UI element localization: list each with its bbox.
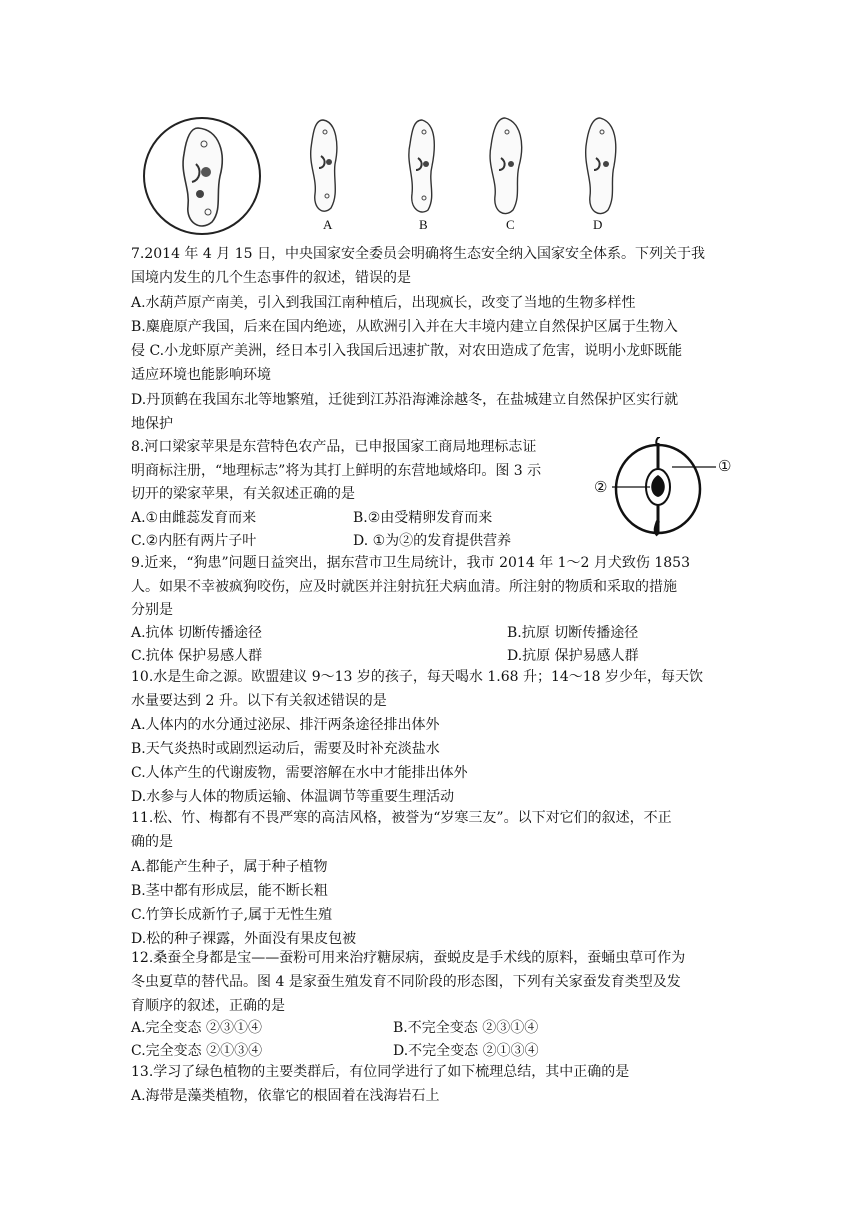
q12-option-a: A.完全变态 ②③①④ xyxy=(131,1020,263,1036)
q9-stem-line-3: 分别是 xyxy=(131,602,173,618)
q10-option-d: D.水参与人体的物质运输、体温调节等重要生理活动 xyxy=(131,789,455,805)
paramecium-d-illustration xyxy=(580,114,622,218)
q11-option-a: A.都能产生种子，属于种子植物 xyxy=(131,859,328,875)
q9-option-c: C.抗体 保护易感人群 xyxy=(131,648,263,664)
apple-label-2: ② xyxy=(594,480,608,496)
q7-option-b-line-1: B.麋鹿原产我国，后来在国内绝迹，从欧洲引入并在大丰境内建立自然保护区属于生物入 xyxy=(131,319,678,335)
apple-illustration xyxy=(588,437,738,537)
q13-stem-line-1: 13.学习了绿色植物的主要类群后，有位同学进行了如下梳理总结，其中正确的是 xyxy=(131,1064,630,1080)
q7-option-a: A.水葫芦原产南美，引入到我国江南种植后，出现疯长，改变了当地的生物多样性 xyxy=(131,295,636,311)
q9-stem-line-1: 9.近来，“狗患”问题日益突出，据东营市卫生局统计，我市 2014 年 1～2 月犬致伤 1853 xyxy=(131,555,690,571)
figure-label-b: B xyxy=(419,217,428,232)
q10-option-b: B.天气炎热时或剧烈运动后，需要及时补充淡盐水 xyxy=(131,741,440,757)
q9-stem-line-2: 人。如果不幸被疯狗咬伤，应及时就医并注射抗狂犬病血清。所注射的物质和采取的措施 xyxy=(131,579,677,595)
q8-option-d: D. ①为②的发育提供营养 xyxy=(353,533,512,549)
q8-stem-line-1: 8.河口梁家苹果是东营特色农产品，已申报国家工商局地理标志证 xyxy=(131,439,537,455)
paramecium-figure xyxy=(140,110,640,240)
q11-stem-line-1: 11.松、竹、梅都有不畏严寒的高洁风格，被誉为“岁寒三友”。以下对它们的叙述，不正 xyxy=(131,810,672,826)
q9-option-d: D.抗原 保护易感人群 xyxy=(507,648,639,664)
q8-stem-line-2: 明商标注册，“地理标志”将为其打上鲜明的东营地域烙印。图 3 示 xyxy=(131,463,542,479)
q10-stem-line-1: 10.水是生命之源。欧盟建议 9～13 岁的孩子，每天喝水 1.68 升；14～18 岁少年，每天饮 xyxy=(131,669,704,685)
q7-stem-line-1: 7.2014 年 4 月 15 日，中央国家安全委员会明确将生态安全纳入国家安全体系。下列关于我 xyxy=(131,246,705,262)
q12-stem-line-3: 育顺序的叙述，正确的是 xyxy=(131,998,285,1014)
q11-option-c: C.竹笋长成新竹子,属于无性生殖 xyxy=(131,907,333,923)
q9-option-a: A.抗体 切断传播途径 xyxy=(131,625,263,641)
q11-option-d: D.松的种子裸露，外面没有果皮包被 xyxy=(131,931,357,947)
q7-option-c-line: 适应环境也能影响环境 xyxy=(131,367,271,383)
q12-option-b: B.不完全变态 ②③①④ xyxy=(393,1020,539,1036)
q12-option-d: D.不完全变态 ②①③④ xyxy=(393,1043,539,1059)
figure-label-d: D xyxy=(593,217,603,232)
q8-option-b: B.②由受精卵发育而来 xyxy=(353,510,493,526)
apple-label-1: ① xyxy=(718,459,732,475)
q11-stem-line-2: 确的是 xyxy=(131,834,173,850)
q8-option-c: C.②内胚有两片子叶 xyxy=(131,533,257,549)
q12-stem-line-1: 12.桑蚕全身都是宝——蚕粉可用来治疗糖尿病，蚕蜕皮是手术线的原料，蚕蛹虫草可作为 xyxy=(131,950,686,966)
q8-option-a: A.①由雌蕊发育而来 xyxy=(131,510,257,526)
q7-option-d-line-1: D.丹顶鹤在我国东北等地繁殖，迁徙到江苏沿海滩涂越冬，在盐城建立自然保护区实行就 xyxy=(131,392,679,408)
paramecium-a-illustration xyxy=(305,116,345,216)
q7-option-b-line-2: 侵 C.小龙虾原产美洲，经日本引入我国后迅速扩散，对农田造成了危害，说明小龙虾既能 xyxy=(131,343,683,359)
apple-cross-section-figure xyxy=(588,437,738,537)
paramecium-b-illustration xyxy=(402,116,442,216)
q7-stem-line-2: 国境内发生的几个生态事件的叙述，错误的是 xyxy=(131,270,411,286)
figure-label-a: A xyxy=(323,217,333,232)
q9-option-b: B.抗原 切断传播途径 xyxy=(507,625,639,641)
q13-option-a: A.海带是藻类植物，依靠它的根固着在浅海岩石上 xyxy=(131,1088,440,1104)
paramecium-circle-illustration xyxy=(140,114,264,238)
figure-label-c: C xyxy=(506,217,515,232)
q10-option-c: C.人体产生的代谢废物，需要溶解在水中才能排出体外 xyxy=(131,765,468,781)
q12-stem-line-2: 冬虫夏草的替代品。图 4 是家蚕生殖发育不同阶段的形态图，下列有关家蚕发育类型及发 xyxy=(131,974,681,990)
paramecium-c-illustration xyxy=(483,114,529,218)
q7-option-d-line-2: 地保护 xyxy=(131,416,173,432)
q12-option-c: C.完全变态 ②①③④ xyxy=(131,1043,263,1059)
q10-stem-line-2: 水量要达到 2 升。以下有关叙述错误的是 xyxy=(131,693,387,709)
q11-option-b: B.茎中都有形成层，能不断长粗 xyxy=(131,883,328,899)
q10-option-a: A.人体内的水分通过泌尿、排汗两条途径排出体外 xyxy=(131,717,440,733)
q8-stem-line-3: 切开的梁家苹果，有关叙述正确的是 xyxy=(131,486,355,502)
